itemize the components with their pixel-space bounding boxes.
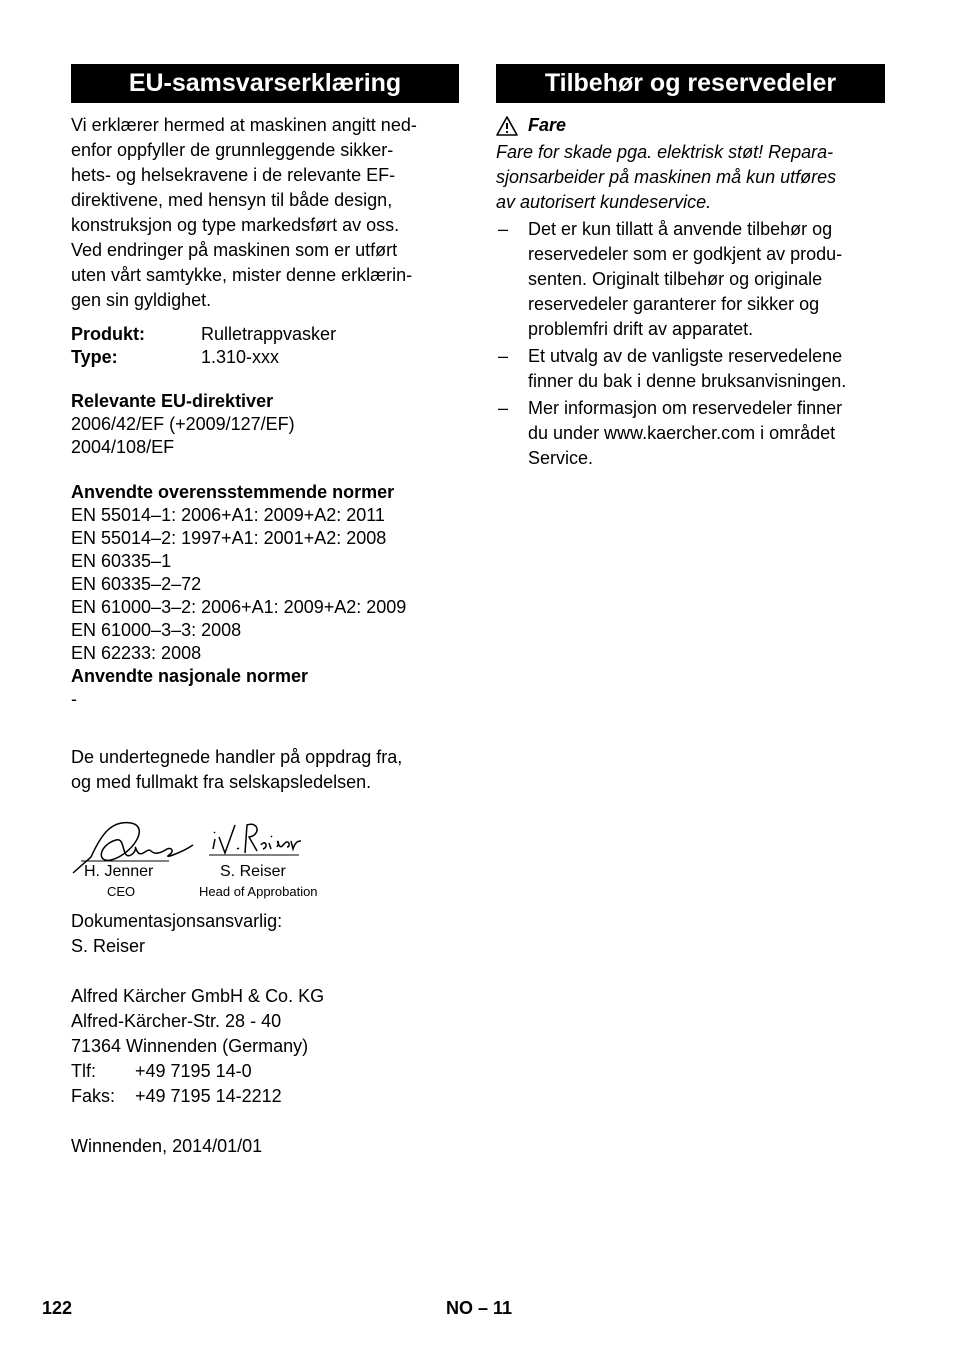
phone-row — [71, 1059, 282, 1084]
signature-block — [71, 815, 459, 905]
section-page-label: NO – 11 — [446, 1298, 513, 1318]
norms-heading: Anvendte overensstemmende normer — [71, 482, 395, 502]
list-item-text: Det er kun tillatt å anvende tilbehør og reservedeler som er godkjent av produ- senten. Originalt tilbehør og originale reservedeler garanterer for sikker og problemfri drift av apparatet. — [528, 219, 843, 339]
danger-heading — [496, 115, 885, 136]
directives-list: 2006/42/EF (+2009/127/EF) 2004/108/EF — [71, 414, 295, 457]
accessories-heading: Tilbehør og reservedeler — [496, 64, 885, 103]
accessories-list — [496, 217, 885, 471]
dash-marker: – — [498, 219, 509, 239]
phone-label: Tlf: — [71, 1061, 96, 1081]
fax-value: +49 7195 14-2212 — [135, 1086, 282, 1106]
reiser-signature — [209, 819, 304, 864]
page-number: 122 — [42, 1298, 73, 1318]
directives-heading: Relevante EU-direktiver — [71, 391, 274, 411]
product-value: Rulletrappvasker — [201, 324, 337, 344]
right-column — [496, 64, 885, 471]
signatory-text: De undertegnede handler på oppdrag fra, og med fullmakt fra selskapsledelsen. — [71, 747, 403, 792]
signer2-name: S. Reiser — [220, 863, 286, 880]
dash-marker: – — [498, 398, 509, 418]
type-row — [71, 346, 336, 369]
product-table — [71, 323, 336, 369]
type-label: Type: — [71, 347, 118, 367]
national-norms-heading: Anvendte nasjonale normer — [71, 666, 309, 686]
fax-row — [71, 1084, 282, 1109]
danger-label: Fare — [528, 115, 567, 135]
phone-value: +49 7195 14-0 — [135, 1061, 252, 1081]
list-item — [496, 217, 885, 342]
list-item — [496, 344, 885, 394]
warning-triangle-icon — [496, 116, 518, 136]
signer1-title: CEO — [107, 884, 136, 899]
fax-label: Faks: — [71, 1086, 116, 1106]
list-item — [496, 396, 885, 471]
norms-list: EN 55014–1: 2006+A1: 2009+A2: 2011 EN 55014–2: 1997+A1: 2001+A2: 2008 EN 60335–1 EN 60335–2–72 EN 61000–3–2: 2006+A1: 2009+A2: 2009 EN 61000–3–3: 2008 EN 62233: 2008 — [71, 505, 407, 663]
company-address: Alfred Kärcher GmbH & Co. KG Alfred-Kärcher-Str. 28 - 40 71364 Winnenden (Germany) — [71, 986, 325, 1056]
contact-table — [71, 1059, 282, 1109]
product-label: Produkt: — [71, 324, 145, 344]
dash-marker: – — [498, 346, 509, 366]
national-norms-value: - — [71, 689, 77, 709]
place-date: Winnenden, 2014/01/01 — [71, 1136, 263, 1156]
eu-declaration-heading: EU-samsvarserklæring — [71, 64, 459, 103]
danger-text: Fare for skade pga. elektrisk støt! Repara- sjonsarbeider på maskinen må kun utføres av autorisert kundeservice. — [496, 142, 837, 212]
doc-responsible: Dokumentasjonsansvarlig: S. Reiser — [71, 911, 283, 956]
list-item-text: Et utvalg av de vanligste reservedelene finner du bak i denne bruksanvisningen. — [528, 346, 847, 391]
product-row — [71, 323, 336, 346]
list-item-text: Mer informasjon om reservedeler finner du under www.kaercher.com i området Service. — [528, 398, 843, 468]
signer2-title: Head of Approbation — [199, 884, 318, 899]
left-column — [71, 64, 459, 1159]
intro-paragraph: Vi erklærer hermed at maskinen angitt ned- enfor oppfyller de grunnleggende sikker- hets- og helsekravene i de relevante EF- direktivene, med hensyn til både design, konstruksjon og type markedsført av oss. Ved endringer på maskinen som er utført uten vårt samtykke, mister denne erklærin- gen sin gyldighet. — [71, 115, 417, 310]
signer1-name: H. Jenner — [84, 863, 154, 880]
type-value: 1.310-xxx — [201, 347, 280, 367]
